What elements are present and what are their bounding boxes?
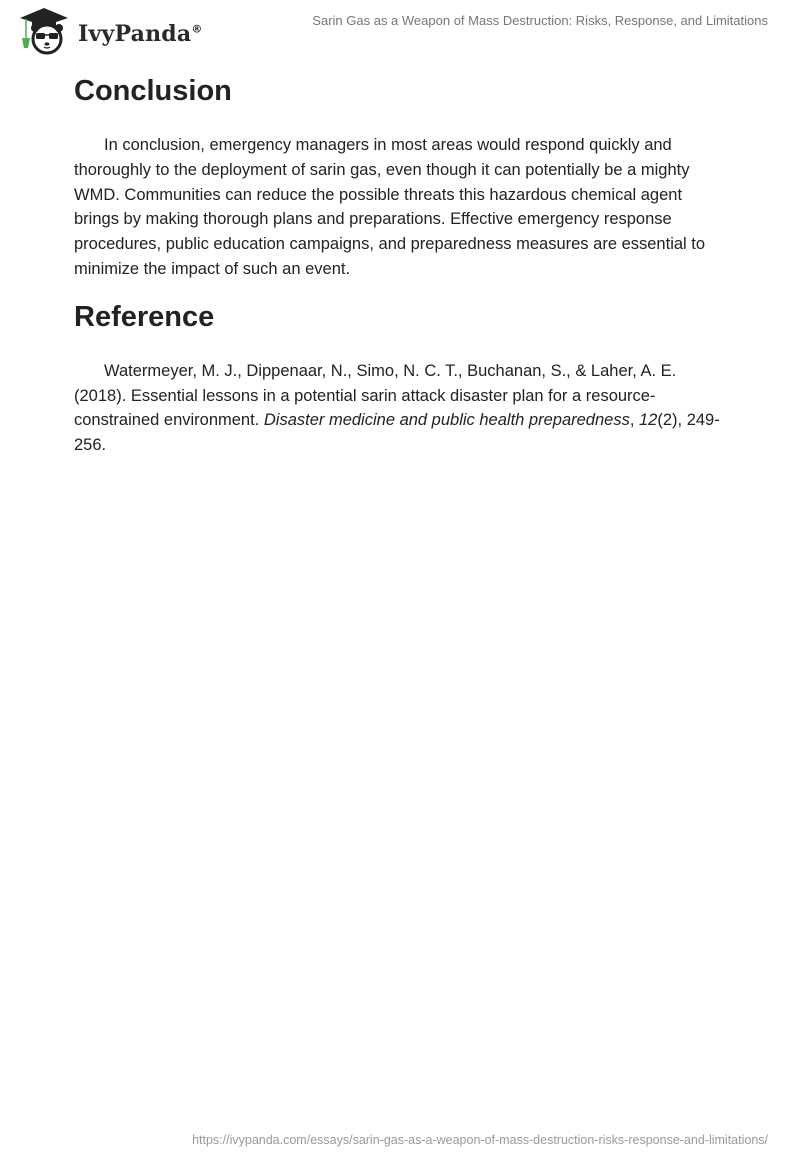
citation-separator: , <box>629 411 639 430</box>
reference-citation <box>74 359 724 458</box>
essay-content <box>74 70 724 458</box>
document-title: Sarin Gas as a Weapon of Mass Destruction: Risks, Response, and Limitations <box>312 13 768 28</box>
logo-wordmark: IvyPanda® <box>78 21 203 47</box>
registered-mark: ® <box>191 22 203 36</box>
section-conclusion <box>74 70 724 282</box>
page-header <box>0 0 800 60</box>
panda-graduation-cap-icon <box>14 4 74 56</box>
citation-journal: Disaster medicine and public health preparedness <box>263 411 630 430</box>
footer-url-link[interactable]: https://ivypanda.com/essays/sarin-gas-as-a-weapon-of-mass-destruction-risks-response-and-limitations/ <box>192 1133 768 1147</box>
section-heading: Reference <box>74 300 215 333</box>
ivypanda-logo[interactable] <box>14 4 203 56</box>
section-heading: Conclusion <box>74 75 232 107</box>
conclusion-paragraph: In conclusion, emergency managers in most areas would respond quickly and thoroughly to the deployment of sarin gas, even though it can potentially be a mighty WMD. Communities can reduce the possible threats this hazardous chemical agent brings by making thorough plans and preparations. Effective emergency response procedures, public education campaigns, and preparedness measures are essential to minimize the impact of such an event. <box>74 136 706 278</box>
citation-volume: 12 <box>639 411 658 430</box>
citation-issue-pages: (2), 249-256. <box>74 411 720 455</box>
section-reference <box>74 296 724 458</box>
citation-authors-title: Watermeyer, M. J., Dippenaar, N., Simo, N. C. T., Buchanan, S., & Laher, A. E. (2018). Essential lessons in a potential sarin attack disaster plan for a resource-constrained environment. <box>74 361 677 430</box>
